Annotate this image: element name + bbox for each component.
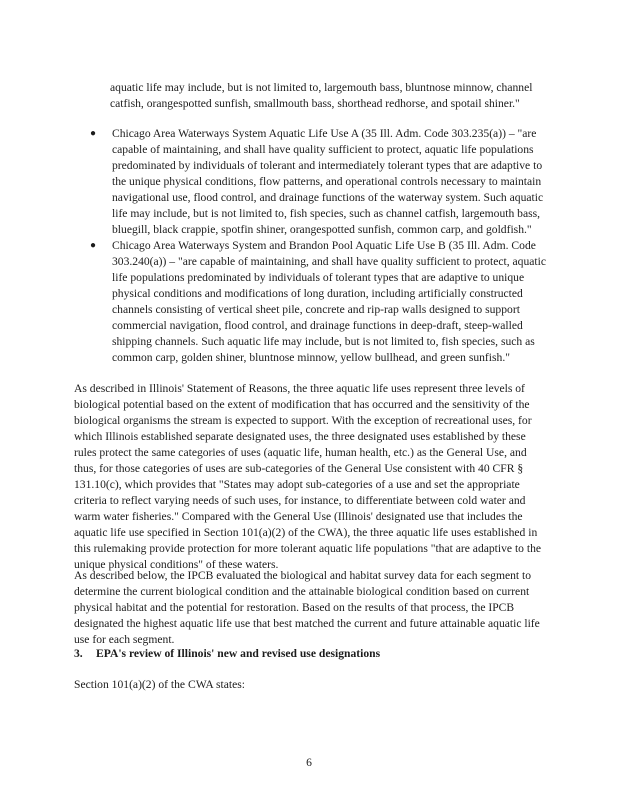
bullet-item-use-a (90, 126, 550, 238)
section-number: 3. (74, 647, 83, 660)
section-heading (74, 646, 380, 662)
paragraph-statement-of-reasons: As described in Illinois' Statement of Reasons, the three aquatic life uses represent three levels of biological potential based on the extent of modification that has occurred and the sensitivity of the biological organisms the stream is expected to support. With the exception of recreational uses, for which Illinois established separate designated uses, the three designated uses established by these rules protect the same categories of uses (aquatic life, human health, etc.) as the General Use, and thus, for those categories of uses are sub-categories of the General Use consistent with 40 CFR § 131.10(c), which provides that "States may adopt sub-categories of a use and set the appropriate criteria to reflect varying needs of such uses, for instance, to differentiate between cold water and warm water fisheries." Compared with the General Use (Illinois' designated use that includes the aquatic life use specified in Section 101(a)(2) of the CWA), the three aquatic life uses established in this rulemaking provide protection for more tolerant aquatic life populations "that are adaptive to the unique physical conditions" of these waters. (74, 382, 542, 571)
bullet-icon: ● (90, 240, 97, 251)
continuation-text: aquatic life may include, but is not limited to, largemouth bass, bluntnose minnow, channel catfish, orangespotted sunfish, smallmouth bass, shorthead redhorse, and spotail shiner." (110, 81, 533, 110)
page-number: 6 (306, 756, 312, 769)
section-lead-in: Section 101(a)(2) of the CWA states: (74, 678, 245, 691)
bullet-text-use-b: Chicago Area Waterways System and Brandon Pool Aquatic Life Use B (35 Ill. Adm. Code 303.240(a)) – "are capable of maintaining, and shall have quality sufficient to protect, aquatic life populations predominated by individuals of tolerant types that are adaptive to unique physical conditions and modifications of long duration, including artificially constructed channels consisting of vertical sheet pile, concrete and rip-rap walls designed to support commercial navigation, flood control, and drainage functions in deep-draft, steep-walled shipping channels. Such aquatic life may include, but is not limited to, fish species, such as common carp, golden shiner, bluntnose minnow, yellow bullhead, and green sunfish." (112, 239, 546, 364)
section-title: EPA's review of Illinois' new and revised use designations (96, 647, 381, 660)
bullet-text-use-a: Chicago Area Waterways System Aquatic Life Use A (35 Ill. Adm. Code 303.235(a)) – "are capable of maintaining, and shall have quality sufficient to protect, aquatic life populations predominated by individuals of tolerant and intermediately tolerant types that are adaptive to the unique physical conditions, flow patterns, and operational controls necessary to maintain navigational use, flood control, and drainage functions of the waterway system. Such aquatic life may include, but is not limited to, fish species, such as channel catfish, largemouth bass, bluegill, black crappie, spotfin shiner, orangespotted sunfish, common carp, and goldfish." (112, 127, 544, 236)
bullet-item-use-b (90, 238, 550, 366)
paragraph-ipcb-evaluation: As described below, the IPCB evaluated the biological and habitat survey data for each segment to determine the current biological condition and the attainable biological condition based on current physical habitat and the potential for restoration. Based on the results of that process, the IPCB designated the highest aquatic life use that best matched the current and future attainable aquatic life use for each segment. (74, 569, 540, 646)
bullet-icon: ● (90, 128, 97, 139)
